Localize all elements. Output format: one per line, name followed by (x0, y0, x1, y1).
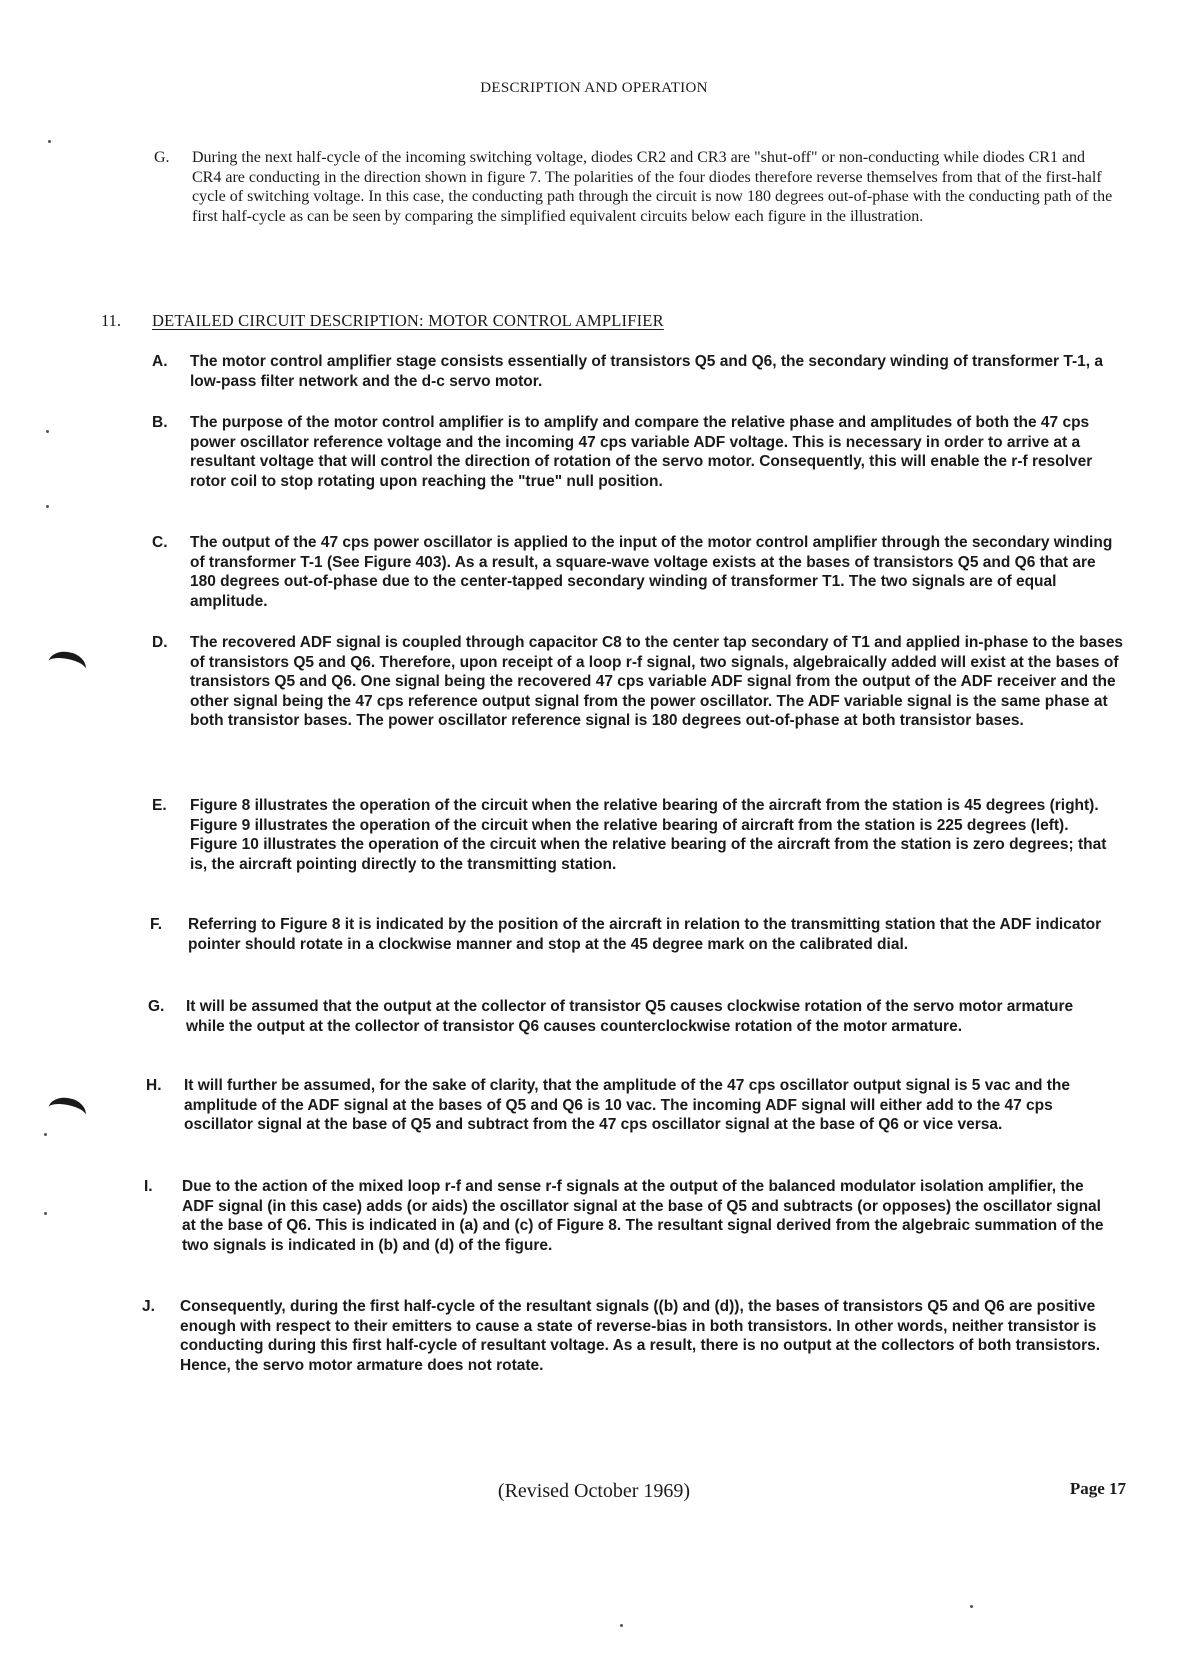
revision-date: (Revised October 1969) (497, 1480, 691, 1502)
scan-speck (620, 1624, 623, 1627)
paragraph-g (148, 997, 1113, 1036)
paragraph-text: It will further be assumed, for the sake of clarity, that the amplitude of the 47 cps oscillator output signal is 5 vac and the amplitude of the ADF signal at the bases of Q5 and Q6 is 10 vac. The incoming ADF signal will either add to the 47 cps oscillator signal at the base of Q5 and subtract from the 47 cps oscillator signal at the base of Q6 or vice versa. (184, 1077, 1070, 1133)
paragraph-text: It will be assumed that the output at the collector of transistor Q5 causes clockwise rotation of the servo motor armature while the output at the collector of transistor Q6 causes counterclockwise rotation of the motor armature. (186, 998, 1074, 1035)
paragraph-letter: D. (152, 634, 168, 651)
paragraph-text: The output of the 47 cps power oscillator is applied to the input of the motor control amplifier through the secondary winding of transformer T-1 (See Figure 403). As a result, a square-wave voltage exists at the bases of transistors Q5 and Q6 that are 180 degrees out-of-phase due to the center-tapped secondary winding of transformer T1. The two signals are of equal amplitude. (190, 534, 1113, 610)
page-header: DESCRIPTION AND OPERATION (480, 80, 708, 96)
paragraph-text: Referring to Figure 8 it is indicated by the position of the aircraft in relation to the transmitting station that the ADF indicator pointer should rotate in a clockwise manner and stop at the 45 degree mark on the calibrated dial. (188, 916, 1102, 953)
paragraph-text: The recovered ADF signal is coupled through capacitor C8 to the center tap secondary of T1 and applied in-phase to the bases of transistors Q5 and Q6. Therefore, upon receipt of a loop r-f signal, two signals, algebraically added will exist at the bases of transistors Q5 and Q6. One signal being the recovered 47 cps variable ADF signal from the output of the ADF receiver and the other signal being the 47 cps reference output signal from the power oscillator. The ADF variable signal is the same phase at both transistor bases. The power oscillator reference signal is 180 degrees out-of-phase at both transistor bases. (190, 634, 1124, 729)
scan-speck (48, 140, 51, 143)
paragraph-text: Consequently, during the first half-cycle of the resultant signals ((b) and (d)), the bases of transistors Q5 and Q6 are positive enough with respect to their emitters to cause a state of reverse-bias in both transistors. In other words, neither transistor is conducting during this first half-cycle of resultant voltage. As a result, there is no output at the collectors of both transistors. Hence, the servo motor armature does not rotate. (180, 1298, 1101, 1374)
scan-speck (46, 430, 49, 433)
section-title: DETAILED CIRCUIT DESCRIPTION: MOTOR CONTROL AMPLIFIER (152, 311, 664, 330)
paragraph-text: Due to the action of the mixed loop r-f and sense r-f signals at the output of the balanced modulator isolation amplifier, the ADF signal (in this case) adds (or aids) the oscillator signal at the base of Q5 and subtracts (or opposes) the oscillator signal at the base of Q6. This is indicated in (a) and (c) of Figure 8. The resultant signal derived from the algebraic summation of the two signals is indicated in (b) and (d) of the figure. (182, 1178, 1104, 1254)
binder-hole-mark (46, 648, 89, 682)
paragraph-text: The purpose of the motor control amplifier is to amplify and compare the relative phase and amplitudes of both the 47 cps power oscillator reference voltage and the incoming 47 cps variable ADF voltage. This is necessary in order to arrive at a resultant voltage that will control the direction of rotation of the servo motor. Consequently, this will enable the r-f resolver rotor coil to stop rotating upon reaching the "true" null position. (190, 414, 1093, 490)
paragraph-j (142, 1297, 1117, 1375)
paragraph-e (152, 796, 1117, 874)
paragraph-text: During the next half-cycle of the incoming switching voltage, diodes CR2 and CR3 are "shut-off" or non-conducting while diodes CR1 and CR4 are conducting in the direction shown in figure 7. The polarities of the four diodes therefore reverse themselves from that of the first-half cycle of switching voltage. In this case, the conducting path through the circuit is now 180 degrees out-of-phase with the conducting path of the first half-cycle as can be seen by comparing the simplified equivalent circuits below each figure in the illustration. (192, 149, 1113, 225)
scan-speck (46, 505, 49, 508)
paragraph-text: Figure 8 illustrates the operation of the circuit when the relative bearing of the aircraft from the station is 45 degrees (right). Figure 9 illustrates the operation of the circuit when the relative bearing of aircraft from the station is 225 degrees (left). Figure 10 illustrates the operation of the circuit when the relative bearing of the aircraft from the station is zero degrees; that is, the aircraft pointing directly to the transmitting station. (190, 797, 1107, 873)
binder-hole-mark (46, 1094, 89, 1128)
paragraph-letter: C. (152, 534, 168, 551)
paragraph-letter: F. (150, 916, 163, 933)
paragraph-letter: J. (142, 1298, 155, 1315)
section-heading (101, 311, 664, 331)
section-number: 11. (101, 311, 122, 330)
paragraph-c (152, 533, 1117, 611)
paragraph-letter: I. (144, 1178, 153, 1195)
paragraph-g-intro (154, 148, 1114, 226)
scan-speck (44, 1133, 47, 1136)
scan-speck (970, 1605, 973, 1608)
paragraph-a (152, 352, 1112, 391)
paragraph-i (144, 1177, 1114, 1255)
paragraph-letter: E. (152, 797, 167, 814)
paragraph-h (146, 1076, 1111, 1135)
paragraph-letter: B. (152, 414, 168, 431)
paragraph-letter: H. (146, 1077, 162, 1094)
paragraph-f (150, 915, 1115, 954)
paragraph-d (152, 633, 1132, 731)
scan-speck (44, 1212, 47, 1215)
paragraph-letter: G. (148, 998, 165, 1015)
paragraph-letter: G. (154, 149, 170, 166)
page-number: Page 17 (1069, 1479, 1126, 1498)
paragraph-letter: A. (152, 353, 168, 370)
paragraph-text: The motor control amplifier stage consists essentially of transistors Q5 and Q6, the secondary winding of transformer T-1, a low-pass filter network and the d-c servo motor. (190, 353, 1103, 390)
paragraph-b (152, 413, 1117, 491)
